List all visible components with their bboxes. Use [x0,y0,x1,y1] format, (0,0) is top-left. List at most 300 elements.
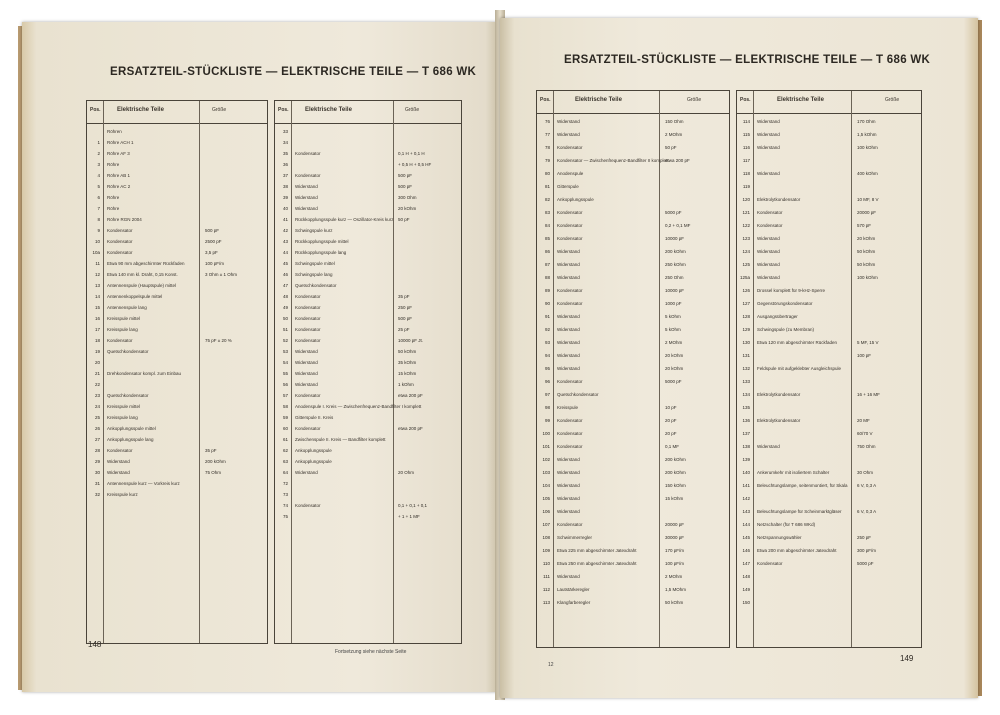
position-number: 110 [542,561,550,566]
table-row [87,138,267,148]
position-number: 142 [742,496,750,501]
table-row [537,169,729,179]
position-number: 52 [282,338,288,343]
left-table-1-header [87,101,267,124]
table-row [275,446,461,456]
position-number: 27 [94,437,100,442]
part-name: Widerstand [557,327,580,332]
position-number: 79 [544,158,550,163]
part-size: 16 + 16 MF [857,392,880,397]
part-size: 50 kOhm [857,262,876,267]
part-name: Kondensator [295,294,321,299]
table-row [537,208,729,218]
table-row [737,364,921,374]
part-name: Widerstand [295,206,318,211]
part-size: 75 Ohm [205,470,222,475]
right-page [500,18,978,698]
part-name: Drossel komplett für 9-kHz-Sperre [757,288,826,293]
position-number: 14 [94,294,100,299]
part-size: 0,1 H + 0,1 H [398,151,425,156]
position-number: 39 [282,195,288,200]
position-number: 3 [97,162,100,167]
table-row [737,416,921,426]
position-number: 134 [742,392,750,397]
col-teile: Elektrische Teile [575,97,622,103]
part-name: Antennenspule (Hauptspule) mittel [107,283,177,288]
table-row [537,403,729,413]
table-row [537,182,729,192]
part-name: Gitterspule II. Kreis [295,415,334,420]
table-row [737,195,921,205]
part-size: 2 MOhm [665,340,683,345]
left-page-number: 148 [88,640,102,649]
position-number: 59 [282,415,288,420]
part-name: Widerstand [557,340,580,345]
part-name: Etwa 250 mm abgeschirmter Jatexdraht [557,561,637,566]
right-table-1 [536,90,730,648]
table-row [737,598,921,608]
position-number: 124 [742,249,750,254]
table-row [87,446,267,456]
part-name: Elektrolytkondensator [757,197,801,202]
position-number: 10a [92,250,100,255]
position-number: 139 [742,457,750,462]
part-name: Etwa 200 mm abgeschirmter Jatexdraht [757,548,837,553]
position-number: 90 [544,301,550,306]
table-row [537,494,729,504]
right-page-signature: 12 [548,662,554,668]
position-number: 95 [544,366,550,371]
part-size: 200 kOhm [665,470,686,475]
part-name: Zwischenspule II. Kreis — Bandfilter komplett [295,437,386,442]
part-name: Röhre AB 1 [107,173,131,178]
table-row [275,358,461,368]
table-row [737,429,921,439]
table-row [87,413,267,423]
table-row [537,143,729,153]
part-size: 10 MF, 8 V [857,197,879,202]
position-number: 148 [742,574,750,579]
part-name: Widerstand [557,457,580,462]
table-row [537,455,729,465]
part-size: 100 pF [857,353,872,358]
position-number: 126 [742,288,750,293]
part-name: Widerstand [557,119,580,124]
position-number: 35 [282,151,288,156]
position-number: 82 [544,197,550,202]
part-name: Kondensator [557,444,583,449]
table-row [537,442,729,452]
part-name: Etwa 120 mm abgeschirmter Rückfaden [757,340,838,345]
table-row [275,479,461,489]
table-row [537,273,729,283]
position-number: 88 [544,275,550,280]
part-size: 50 pF [665,145,677,150]
part-size: etwa 200 pF [398,393,423,398]
position-number: 141 [742,483,750,488]
position-number: 48 [282,294,288,299]
table-row [737,169,921,179]
table-row [275,347,461,357]
table-row [275,457,461,467]
table-row [737,234,921,244]
part-name: Netzschalter (für T 686 WKd) [757,522,816,527]
part-name: Röhren [107,129,122,134]
part-size: 10000 pF [665,236,685,241]
table-row [87,303,267,313]
part-name: Drehkondensator kompl. zum Einbau [107,371,182,376]
position-number: 74 [282,503,288,508]
table-row [87,160,267,170]
position-number: 20 [94,360,100,365]
part-name: Beleuchtungslampe für Scheinmarktgläser [757,509,842,514]
table-row [275,160,461,170]
table-row [87,369,267,379]
part-name: Schwingspule mittel [295,261,335,266]
part-size: 170 Ohm [857,119,876,124]
part-name: Kondensator [557,210,583,215]
table-row [737,546,921,556]
position-number: 28 [94,448,100,453]
table-row [87,204,267,214]
table-row [537,390,729,400]
position-number: 92 [544,327,550,332]
position-number: 37 [282,173,288,178]
right-page-header: ERSATZTEIL-STÜCKLISTE — ELEKTRISCHE TEILE — T 686 WK [564,54,931,66]
table-row [87,336,267,346]
part-name: Lautstärkeregler [557,587,590,592]
part-name: Kondensator [107,448,133,453]
part-name: Röhre RGN 2004 [107,217,142,222]
table-row [275,149,461,159]
col-groesse: Größe [405,107,420,113]
position-number: 33 [282,129,288,134]
part-size: 6 V, 0,3 A [857,483,877,488]
part-name: Widerstand [557,483,580,488]
table-row [275,512,461,522]
part-size: 0,2 + 0,1 MF [665,223,691,228]
position-number: 125 [742,262,750,267]
position-number: 16 [94,316,100,321]
part-name: Widerstand [757,171,780,176]
position-number: 12 [94,272,100,277]
table-row [87,215,267,225]
part-name: Kondensator [107,228,133,233]
table-row [87,347,267,357]
continuation-note: Fortsetzung siehe nächste Seite [335,649,407,655]
position-number: 57 [282,393,288,398]
table-row [275,237,461,247]
position-number: 120 [742,197,750,202]
table-row [537,559,729,569]
position-number: 2 [97,151,100,156]
position-number: 114 [742,119,750,124]
position-number: 76 [544,119,550,124]
position-number: 136 [742,418,750,423]
col-groesse: Größe [885,97,900,103]
part-size: 300 Ohm [398,195,417,200]
part-size: 20 kOhm [857,236,876,241]
part-name: Kondensator [557,522,583,527]
table-row [275,413,461,423]
position-number: 149 [742,587,750,592]
position-number: 117 [742,158,750,163]
part-name: Röhre AC 2 [107,184,131,189]
table-row [275,182,461,192]
part-size: 6 V, 0,3 A [857,509,877,514]
table-row [275,325,461,335]
part-size: etwa 200 pF [398,426,423,431]
part-name: Kondensator [557,223,583,228]
table-row [275,336,461,346]
table-row [737,494,921,504]
position-number: 104 [542,483,550,488]
part-name: Netzspannungswähler [757,535,802,540]
position-number: 7 [97,206,100,211]
part-size: 0,1 + 0,1 + 0,1 [398,503,428,508]
table-row [737,247,921,257]
table-row [537,546,729,556]
part-name: Schwingspule kurz [295,228,333,233]
part-name: Kondensator [757,223,783,228]
position-number: 78 [544,145,550,150]
part-size: 50 pF [398,217,410,222]
position-number: 130 [742,340,750,345]
part-name: Elektrolytkondensator [757,418,801,423]
right-table-2 [736,90,922,648]
part-name: Kondensator [757,210,783,215]
table-row [537,117,729,127]
part-name: Schwingspule lang [295,272,333,277]
position-number: 19 [94,349,100,354]
position-number: 64 [282,470,288,475]
position-number: 5 [97,184,100,189]
table-row [537,221,729,231]
table-row [537,247,729,257]
table-row [87,490,267,500]
part-name: Kreisspule kurz [107,492,138,497]
part-size: 150 Ohm [665,119,684,124]
table-row [737,455,921,465]
table-row [537,481,729,491]
table-row [737,559,921,569]
position-number: 108 [542,535,550,540]
part-name: Gegenstörungskondensator [757,301,813,306]
table-row [537,351,729,361]
position-number: 109 [542,548,550,553]
part-name: Kreisspule lang [107,327,138,332]
position-number: 21 [94,371,100,376]
part-name: Widerstand [295,195,318,200]
col-pos: Pos. [278,107,289,113]
part-name: Widerstand [557,366,580,371]
position-number: 17 [94,327,100,332]
position-number: 86 [544,249,550,254]
part-name: Widerstand [757,119,780,124]
table-row [537,156,729,166]
table-row [737,533,921,543]
position-number: 140 [742,470,750,475]
table-row [275,369,461,379]
table-row [537,286,729,296]
table-row [87,292,267,302]
position-number: 128 [742,314,750,319]
position-number: 51 [282,327,288,332]
part-size: 500 pF [398,184,413,189]
table-row [87,457,267,467]
position-number: 42 [282,228,288,233]
table-row [87,424,267,434]
position-number: 144 [742,522,750,527]
table-row [537,234,729,244]
right-page-number: 149 [900,654,914,663]
part-name: Ankopplungsspule [295,459,332,464]
part-name: Antennenspule kurz — Vorkreis kurz [107,481,180,486]
left-table-2-header [275,101,461,124]
position-number: 94 [544,353,550,358]
position-number: 81 [544,184,550,189]
part-name: Kreisspule [557,405,579,410]
table-row [537,598,729,608]
table-row [87,325,267,335]
part-name: Rückkopplungsspule mittel [295,239,349,244]
position-number: 93 [544,340,550,345]
part-size: 3,5 pF [205,250,218,255]
part-size: 35 kOhm [398,360,417,365]
part-size: 15 kOhm [665,496,684,501]
position-number: 145 [742,535,750,540]
part-size: 75 pF ± 20 % [205,338,232,343]
table-row [537,260,729,270]
part-name: Rückkopplungsspule lang [295,250,347,255]
position-number: 30 [94,470,100,475]
part-name: Etwa 140 mm kl. Draht, 0,15 Konst. [107,272,178,277]
part-size: 100 pF/m [205,261,225,266]
part-size: 5000 pF [857,561,874,566]
table-row [537,338,729,348]
part-size: 10000 pF Jt. [398,338,424,343]
position-number: 45 [282,261,288,266]
position-number: 49 [282,305,288,310]
part-size: 30000 pF [665,535,685,540]
table-row [537,520,729,530]
table-row [275,138,461,148]
table-row [275,226,461,236]
part-name: Kreisspule lang [107,415,138,420]
part-name: Etwa 225 mm abgeschirmter Jatexdraht [557,548,637,553]
part-size: 150 kOhm [665,483,686,488]
part-size: 300 pF/m [857,548,877,553]
position-number: 10 [94,239,100,244]
position-number: 125a [739,275,750,280]
part-size: 570 pF [857,223,872,228]
table-row [537,325,729,335]
table-row [737,182,921,192]
part-name: Röhre AF 3 [107,151,130,156]
part-name: Kondensator [295,151,321,156]
position-number: 8 [97,217,100,222]
table-row [737,351,921,361]
part-name: Gitterspule [557,184,579,189]
part-size: 500 pF [398,316,413,321]
position-number: 116 [742,145,750,150]
table-row [275,380,461,390]
position-number: 77 [544,132,550,137]
position-number: 132 [742,366,750,371]
table-row [737,260,921,270]
position-number: 15 [94,305,100,310]
part-name: Kondensator — Zwischenfrequenz-Bandfilter II komplett [557,158,669,163]
part-size: 200 kOhm [205,459,226,464]
table-row [275,127,461,137]
part-size: 250 kOhm [665,262,686,267]
table-row [537,130,729,140]
table-row [275,490,461,500]
part-name: Kondensator [295,173,321,178]
position-number: 121 [742,210,750,215]
part-name: Widerstand [557,275,580,280]
part-size: 20 kOhm [665,366,684,371]
col-groesse: Größe [687,97,702,103]
part-name: Rückkopplungsspule kurz — Oszillator-Kreis kurz [295,217,394,222]
part-size: 20 MF [857,418,870,423]
part-name: Widerstand [295,470,318,475]
position-number: 34 [282,140,288,145]
part-name: Klangfarberegler [557,600,591,605]
table-row [275,292,461,302]
table-row [537,364,729,374]
table-row [537,312,729,322]
part-name: Widerstand [757,444,780,449]
position-number: 127 [742,301,750,306]
part-name: Widerstand [295,382,318,387]
position-number: 1 [97,140,100,145]
part-name: Ausgangsübertrager [757,314,798,319]
part-name: Kondensator [295,316,321,321]
table-row [737,312,921,322]
part-name: Widerstand [757,145,780,150]
part-name: Kondensator [557,145,583,150]
table-row [87,358,267,368]
part-size: 20000 pF [665,522,685,527]
part-size: 400 kOhm [857,171,878,176]
part-name: Widerstand [557,496,580,501]
part-size: 30 Ohm [857,470,874,475]
part-size: 35 pF [205,448,217,453]
part-name: Antennenspule lang [107,305,147,310]
table-row [87,149,267,159]
table-row [275,171,461,181]
part-size: etwa 200 pF [665,158,690,163]
position-number: 98 [544,405,550,410]
position-number: 26 [94,426,100,431]
table-row [275,303,461,313]
part-size: 500 pF [398,173,413,178]
table-row [275,424,461,434]
part-size: 3 Ohm ± 1 Ohm [205,272,237,277]
position-number: 53 [282,349,288,354]
part-size: 20 Ohm [398,470,415,475]
table-row [537,299,729,309]
table-row [275,215,461,225]
table-row [537,572,729,582]
part-size: + 0,5 H + 0,5 HF [398,162,432,167]
part-size: 35 pF [398,294,410,299]
table-row [737,208,921,218]
table-row [737,481,921,491]
part-name: Widerstand [557,132,580,137]
part-name: Quetschkondensator [557,392,599,397]
